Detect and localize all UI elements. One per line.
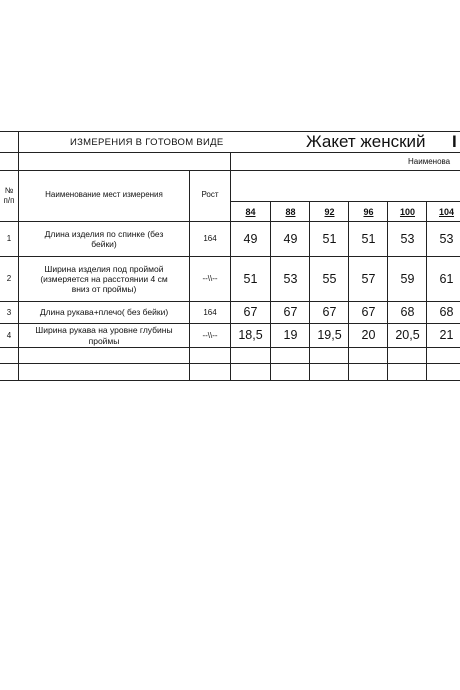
measurement-value: 51 bbox=[243, 271, 258, 286]
measurement-name: Длина изделия по спинке (без бейки) bbox=[44, 228, 164, 249]
measurement-value: 51 bbox=[322, 231, 337, 246]
measurement-value: 49 bbox=[243, 231, 258, 246]
size-header-104: 104 bbox=[438, 206, 455, 217]
height-value: --\\-- bbox=[202, 274, 218, 284]
measurement-value: 68 bbox=[400, 305, 415, 319]
height-value: --\\-- bbox=[202, 330, 218, 340]
row-number: 2 bbox=[6, 274, 12, 284]
height-value: 164 bbox=[203, 234, 217, 244]
naming-text: Наименова bbox=[408, 157, 451, 166]
size-header-84: 84 bbox=[245, 206, 256, 217]
column-header-name: Наименование мест измерения bbox=[45, 190, 163, 200]
measurement-value: 67 bbox=[361, 305, 376, 319]
size-header-96: 96 bbox=[363, 206, 374, 217]
measurement-name: Ширина изделия под проймой (измеряется на расстоянии 4 см вниз от проймы) bbox=[40, 263, 168, 295]
column-header-height: Рост bbox=[201, 190, 219, 200]
measurement-value: 19 bbox=[283, 328, 298, 342]
column-header-num: № п/п bbox=[3, 186, 15, 205]
row-number: 1 bbox=[6, 234, 12, 244]
measurement-value: 49 bbox=[283, 231, 298, 246]
measurement-value: 67 bbox=[243, 305, 258, 319]
measurement-value: 61 bbox=[439, 271, 454, 286]
size-header-100: 100 bbox=[399, 206, 416, 217]
row-number: 3 bbox=[6, 307, 12, 317]
size-header-92: 92 bbox=[324, 206, 335, 217]
measurement-name: Длина рукава+плечо( без бейки) bbox=[39, 307, 169, 318]
measurement-value: 19,5 bbox=[317, 328, 342, 342]
caption-text: ИЗМЕРЕНИЯ В ГОТОВОМ ВИДЕ bbox=[70, 137, 224, 148]
measurement-value: 20,5 bbox=[395, 328, 420, 342]
measurement-value: 68 bbox=[439, 305, 454, 319]
document-title-tail: I bbox=[452, 132, 457, 151]
measurement-value: 53 bbox=[283, 271, 298, 286]
measurement-value: 67 bbox=[283, 305, 298, 319]
measurement-value: 53 bbox=[400, 231, 415, 246]
measurement-value: 67 bbox=[322, 305, 337, 319]
height-value: 164 bbox=[203, 307, 217, 317]
measurement-value: 51 bbox=[361, 231, 376, 246]
measurement-name: Ширина рукава на уровне глубины проймы bbox=[35, 325, 173, 346]
row-number: 4 bbox=[6, 330, 12, 340]
measurement-value: 21 bbox=[439, 328, 454, 342]
measurement-value: 59 bbox=[400, 271, 415, 286]
document-title: Жакет женский bbox=[306, 132, 426, 151]
measurement-value: 57 bbox=[361, 271, 376, 286]
measurement-value: 53 bbox=[439, 231, 454, 246]
measurement-value: 55 bbox=[322, 271, 337, 286]
size-header-88: 88 bbox=[285, 206, 296, 217]
measurement-value: 20 bbox=[361, 328, 376, 342]
measurement-value: 18,5 bbox=[238, 328, 263, 342]
